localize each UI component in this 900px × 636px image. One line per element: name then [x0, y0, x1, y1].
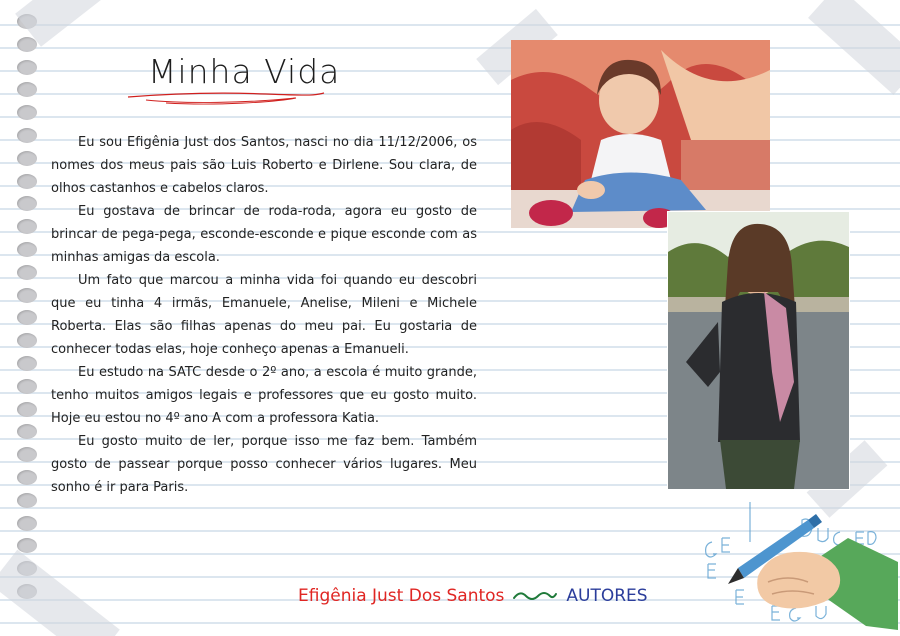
section-label: AUTORES	[566, 586, 648, 606]
girl-photo	[667, 211, 850, 490]
spiral-hole-icon	[17, 196, 37, 211]
spiral-hole-icon	[17, 516, 37, 531]
paragraph: Eu gostava de brincar de roda-roda, agora eu gosto de brincar de pega-pega, esconde-esconde e pique esconde com as minhas amigas da escola.	[51, 204, 477, 265]
paragraph: Eu sou Efigênia Just dos Santos, nasci no dia 11/12/2006, os nomes dos meus pais são Luis Roberto e Dirlene. Sou clara, de olhos castanhos e cabelos claros.	[51, 135, 477, 196]
spiral-hole-icon	[17, 447, 37, 462]
pen-logo-icon	[698, 498, 898, 636]
spiral-hole-icon	[17, 219, 37, 234]
spiral-hole-icon	[17, 470, 37, 485]
spiral-hole-icon	[17, 493, 37, 508]
spiral-hole-icon	[17, 128, 37, 143]
spiral-hole-icon	[17, 60, 37, 75]
spiral-hole-icon	[17, 265, 37, 280]
spiral-hole-icon	[17, 333, 37, 348]
page-title: Minha Vida	[148, 52, 341, 91]
story-text	[51, 131, 477, 499]
spiral-hole-icon	[17, 424, 37, 439]
spiral-hole-icon	[17, 402, 37, 417]
title-underline-icon	[126, 86, 326, 108]
footer	[298, 586, 648, 606]
spiral-hole-icon	[17, 151, 37, 166]
spiral-hole-icon	[17, 105, 37, 120]
spiral-hole-icon	[17, 310, 37, 325]
paragraph: Eu estudo na SATC desde o 2º ano, a escola é muito grande, tenho muitos amigos legais e professores que eu gosto muito. Hoje eu estou no 4º ano A com a professora Katia.	[51, 365, 477, 426]
spiral-hole-icon	[17, 82, 37, 97]
spiral-hole-icon	[17, 356, 37, 371]
baby-photo	[511, 40, 770, 228]
spiral-hole-icon	[17, 379, 37, 394]
spiral-holes	[17, 14, 39, 607]
author-name: Efigênia Just Dos Santos	[298, 586, 505, 606]
paragraph: Um fato que marcou a minha vida foi quando eu descobri que eu tinha 4 irmãs, Emanuele, Anelise, Mileni e Michele Roberta. Elas são filhas apenas do meu pai. Eu gostaria de conhecer todas elas, hoje conheço apenas a Emanueli.	[51, 273, 477, 357]
spiral-hole-icon	[17, 242, 37, 257]
spiral-hole-icon	[17, 288, 37, 303]
squiggle-divider-icon	[512, 588, 558, 604]
tape-top-right	[808, 0, 900, 95]
spiral-hole-icon	[17, 174, 37, 189]
paragraph: Eu gosto muito de ler, porque isso me faz bem. Também gosto de passear porque posso conhecer vários lugares. Meu sonho é ir para Paris.	[51, 434, 477, 495]
tape-bottom-left	[0, 550, 120, 636]
